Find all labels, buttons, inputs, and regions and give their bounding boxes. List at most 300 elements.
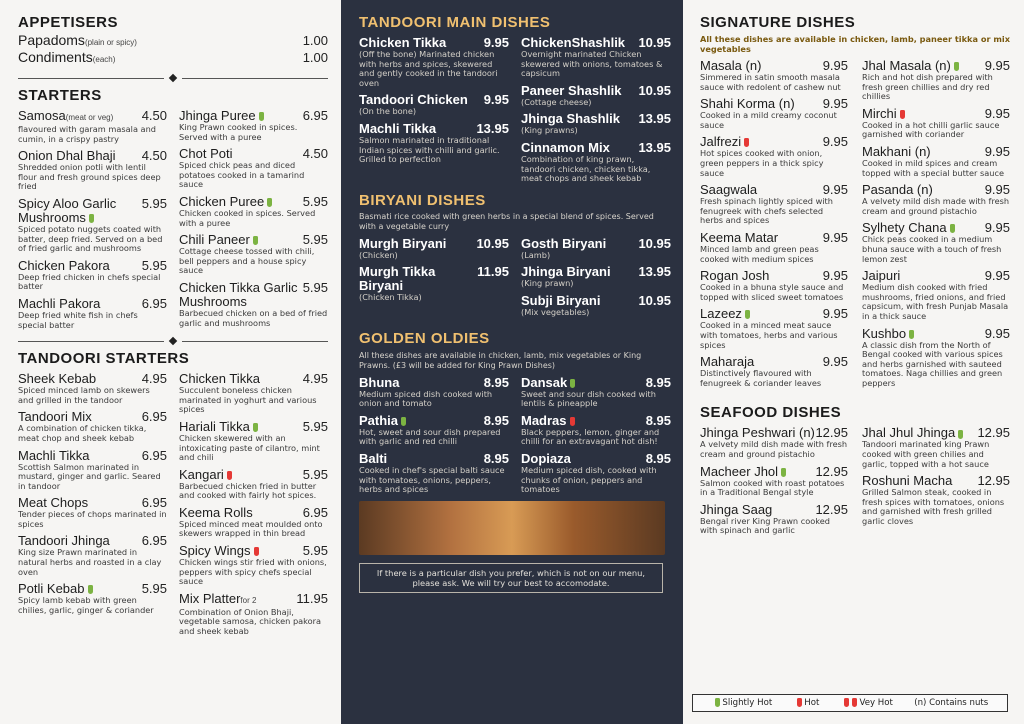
menu-item-name: [18, 259, 110, 273]
menu-item-description: Cooked in mild spices and cream topped with a special butter sauce: [862, 157, 1005, 178]
menu-item-price: 9.95: [822, 306, 848, 322]
menu-item-name-text: ChickenShashlik: [521, 35, 626, 50]
menu-item-line: [359, 414, 509, 428]
green-chili-icon: [89, 214, 94, 223]
menu-item-price: 11.95: [477, 264, 509, 280]
menu-item-line: [18, 149, 167, 163]
legend-nuts: (n) Contains nuts: [914, 698, 989, 708]
menu-item-price: 10.95: [476, 235, 509, 251]
menu-item-line: [18, 449, 167, 463]
menu-item-line: [862, 327, 1010, 341]
menu-item-name-text: Samosa: [18, 108, 66, 123]
menu-item-description: Medium dish cooked with fried mushrooms, fried onions, and fried capsicum, with fresh Punjab Masala in a thick sauce: [862, 282, 1009, 321]
red-chili-icon: [844, 698, 849, 707]
menu-item-name-text: Tandoori Mix: [18, 409, 92, 425]
menu-item-price: 5.95: [302, 466, 328, 482]
red-chili-icon: [744, 138, 749, 147]
menu-item-name-text: Keema Matar: [700, 229, 779, 245]
menu-item-description: A velvety mild dish made with fresh cream and ground pistachio: [862, 196, 1010, 216]
menu-item: [359, 237, 509, 261]
menu-item-line: [700, 503, 848, 517]
menu-item: [179, 109, 328, 142]
menu-item-name: [179, 420, 258, 434]
menu-item-description: Cottage cheese tossed with chili, bell peppers and a house spicy sauce: [179, 246, 315, 276]
menu-item-line: [359, 265, 509, 293]
menu-item-price: 12.95: [815, 501, 848, 517]
red-chili-icon: [852, 698, 857, 707]
menu-item-line: [521, 414, 671, 428]
menu-item-name: [700, 465, 786, 479]
menu-item-description: A combination of chicken tikka, meat chop and sheek kebab: [18, 423, 147, 443]
red-chili-icon: [570, 417, 575, 426]
menu-item-name-text: Kangari: [179, 466, 224, 482]
green-chili-icon: [570, 379, 575, 388]
menu-item: [521, 265, 671, 289]
menu-item-price: 12.95: [977, 425, 1010, 441]
menu-item-name-text: Jaipuri: [862, 268, 901, 284]
menu-item-name: [862, 59, 959, 73]
menu-item-description: Chicken cooked in spices. Served with a puree: [179, 207, 316, 228]
menu-item: [179, 233, 328, 276]
menu-item-name: [521, 414, 575, 428]
menu-item-name: [521, 237, 606, 251]
menu-item-line: [359, 237, 509, 251]
menu-item-name-text: Chicken Tikka: [179, 371, 260, 387]
menu-item-line: [359, 93, 509, 107]
menu-item: [18, 197, 167, 254]
menu-item-description: Distinctively flavoured with fenugreek & coriander leaves: [700, 368, 822, 388]
menu-item-description: (Lamb): [521, 249, 551, 260]
menu-item-line: [700, 59, 848, 73]
menu-item-description: Deep fried chicken in chefs special batter: [18, 271, 161, 292]
menu-item-line: [521, 265, 671, 279]
menu-item-name: [521, 294, 600, 308]
green-chili-icon: [909, 330, 914, 339]
menu-item-description: Spiced potato nuggets coated with batter, deep fried. Served on a bed of fried garlic and mushrooms: [18, 223, 163, 254]
menu-item-price: 9.95: [822, 229, 848, 245]
menu-item: [521, 414, 671, 447]
menu-item-description: (King prawns): [521, 125, 578, 136]
menu-item: [18, 534, 167, 577]
menu-item-price: 9.95: [984, 105, 1010, 121]
green-chili-icon: [958, 430, 963, 439]
menu-item-line: [521, 237, 671, 251]
seafood-list: [700, 421, 1024, 536]
menu-item: [18, 259, 167, 292]
menu-item-price: 8.95: [483, 374, 509, 390]
menu-item: [862, 426, 1010, 469]
menu-item-description: Sweet and sour dish cooked with lentils & pineapple: [521, 388, 656, 409]
menu-item-name: [179, 233, 258, 247]
menu-item-name-text: Lazeez: [700, 306, 742, 322]
menu-item-name: [18, 297, 100, 311]
menu-item-description: Cooked in a bhuna style sauce and topped with sliced sweet tomatoes: [700, 282, 844, 302]
menu-item: [18, 449, 167, 492]
menu-item-price: 10.95: [638, 82, 671, 98]
signature-note: All these dishes are available in chicken, lamb, paneer tikka or mix vegetables: [700, 34, 1010, 54]
menu-item-line: [521, 141, 671, 155]
menu-item-price: 12.95: [815, 425, 848, 441]
menu-item: [700, 426, 848, 459]
menu-item-description: Spiced chick peas and diced potatoes cooked in a tamarind sauce: [179, 160, 305, 190]
menu-item-price: 6.95: [141, 447, 167, 463]
menu-item: [179, 468, 328, 501]
menu-item-name-text: Machli Pakora: [18, 295, 101, 311]
menu-item-name-text: Dopiaza: [521, 450, 571, 466]
menu-item-line: [700, 135, 848, 149]
appetiser-price: 1.00: [302, 50, 328, 65]
appetiser-name: [18, 50, 115, 67]
menu-item-price: 4.50: [302, 146, 328, 162]
menu-item-name: [862, 145, 931, 159]
menu-item-name-text: Tandoori Chicken: [359, 92, 468, 108]
menu-item-price: 5.95: [302, 279, 328, 295]
menu-item-name: [18, 496, 88, 510]
menu-item-name-text: Madras: [521, 412, 567, 428]
menu-item-description: Hot spices cooked with onion, green peppers in a thick spicy sauce: [700, 148, 824, 178]
menu-item-name: [18, 372, 96, 386]
menu-item-name-text: Machli Tikka: [359, 120, 437, 136]
menu-item: [700, 307, 848, 350]
menu-item-line: [521, 452, 671, 466]
menu-item-price: 13.95: [638, 264, 671, 280]
menu-column-middle: [341, 0, 683, 724]
menu-item-name-text: Makhani (n): [862, 143, 931, 159]
menu-item-description: Barbecued chicken on a bed of fried garlic and mushrooms: [179, 307, 328, 328]
menu-item-name: [179, 372, 260, 386]
menu-item-description: flavoured with garam masala and cumin, in a crispy pastry: [18, 124, 156, 144]
menu-item-line: [862, 59, 1010, 73]
menu-item-description: Chicken skewered with an intoxicating paste of cilantro, mint and chili: [179, 432, 320, 463]
menu-item-name: [359, 93, 468, 107]
menu-item-line: [179, 195, 328, 209]
menu-item-description: (King prawn): [521, 278, 574, 289]
menu-item-description: Hot, sweet and sour dish prepared with garlic and red chilli: [359, 426, 501, 447]
menu-item: [700, 269, 848, 302]
menu-item-name-text: Chot Poti: [179, 146, 233, 162]
menu-item-description: King Prawn cooked in spices. Served with a puree: [179, 122, 298, 142]
signature-list: [700, 54, 1024, 388]
menu-item-line: [359, 376, 509, 390]
menu-item-name-text: Keema Rolls: [179, 504, 253, 520]
menu-item-line: [179, 147, 328, 161]
menu-item: [700, 183, 848, 226]
menu-item-name: [18, 197, 142, 225]
menu-item-name: [359, 36, 446, 50]
menu-item-name: [700, 183, 757, 197]
menu-item-line: [179, 372, 328, 386]
menu-item-description: A velvety mild dish made with fresh cream and ground pistachio: [700, 439, 848, 460]
menu-item-description: Tandoori marinated king Prawn cooked with green chilies and garlic, topped with a hot sauce: [862, 439, 990, 469]
menu-item-price: 5.95: [141, 257, 167, 273]
menu-item-description: Grilled Salmon steak, cooked in fresh spices with tomatoes, onions and garnished with fresh grilled garlic cloves: [862, 487, 1005, 527]
menu-item-name-text: Murgh Tikka Biryani: [359, 264, 436, 294]
menu-item-price: 5.95: [141, 581, 167, 597]
legend-hot: Hot: [794, 698, 820, 708]
menu-item-name: [700, 307, 750, 321]
menu-item: [700, 231, 848, 264]
menu-item-name: [700, 355, 754, 369]
menu-item-description: Spicy lamb kebab with green chilies, garlic, ginger & coriander: [18, 595, 154, 615]
biryani-list: [359, 232, 683, 318]
menu-item-name: [862, 183, 933, 197]
menu-item-price: 9.95: [822, 58, 848, 73]
menu-item-name: [18, 410, 92, 424]
menu-item: [179, 506, 328, 539]
menu-item-description: Bengal river King Prawn cooked with spinach and garlic: [700, 515, 830, 536]
menu-item-line: [18, 496, 167, 510]
menu-item-price: 13.95: [638, 111, 671, 127]
menu-item-description: Medium spiced dish cooked with onion and tomato: [359, 388, 493, 409]
menu-item: [18, 496, 167, 529]
menu-item-note: for 2: [240, 595, 257, 605]
menu-item-name-text: Chicken Tikka: [359, 35, 447, 50]
appetiser-note: (each): [92, 55, 116, 64]
menu-item-price: 9.95: [483, 92, 509, 108]
menu-item-price: 4.95: [141, 371, 167, 387]
menu-item-line: [700, 183, 848, 197]
menu-item-name: [18, 449, 90, 463]
menu-item-line: [700, 307, 848, 321]
menu-item-price: 8.95: [645, 412, 671, 428]
menu-item-line: [179, 592, 328, 608]
appetiser-name: [18, 33, 137, 50]
menu-item-description: Tender pieces of chops marinated in spices: [18, 509, 167, 529]
golden-list: [359, 371, 683, 495]
menu-item-price: 10.95: [638, 35, 671, 50]
menu-item-name: [521, 376, 575, 390]
menu-item-line: [18, 410, 167, 424]
menu-item-description: Barbecued chicken fried in butter and cooked with fairly hot spices.: [179, 480, 317, 501]
menu-item-price: 5.95: [302, 193, 328, 209]
menu-item-price: 9.95: [822, 96, 848, 112]
menu-item-name-text: Gosth Biryani: [521, 235, 607, 251]
menu-item: [521, 376, 671, 409]
menu-item-description: Simmered in satin smooth masala sauce with redolent of cashew nut: [700, 72, 841, 92]
menu-item-name-text: Kushbo: [862, 325, 907, 341]
menu-item-description: A classic dish from the North of Bengal cooked with various spices and herbs garnished with sauteed tomatoes. Naga chillies and green peppers: [862, 339, 1003, 388]
menu-item-name: [521, 36, 625, 50]
section-title-tandoori-main: TANDOORI MAIN DISHES: [359, 14, 551, 31]
menu-item-name-text: Jalfrezi: [700, 134, 742, 150]
menu-item-name: [862, 426, 963, 440]
menu-item-price: 8.95: [645, 374, 671, 390]
menu-item: [359, 414, 509, 447]
appetiser-name-text: Condiments: [18, 49, 93, 65]
menu-item-name: [179, 281, 303, 309]
menu-item-description: Cooked in a minced meat sauce with tomatoes, herbs and various spices: [700, 320, 838, 350]
menu-item: [521, 294, 671, 318]
menu-item-description: Spiced minced lamb on skewers and grilled in the tandoor: [18, 385, 150, 405]
menu-item-name: [359, 122, 436, 136]
menu-item-description: (On the bone): [359, 106, 417, 117]
menu-item-name: [179, 506, 253, 520]
menu-item-line: [179, 233, 328, 247]
menu-item-price: 9.95: [984, 268, 1010, 284]
menu-item-name: [862, 221, 955, 235]
menu-item: [862, 269, 1010, 321]
menu-item-price: 9.95: [984, 143, 1010, 159]
menu-item-price: 5.95: [302, 418, 328, 434]
menu-item-price: 5.95: [302, 543, 328, 559]
menu-item-line: [179, 281, 328, 309]
menu-item: [18, 149, 167, 192]
menu-item: [862, 183, 1010, 216]
menu-item-line: [359, 122, 509, 136]
menu-item-description: (Chicken): [359, 249, 398, 260]
appetiser-name-text: Papadoms: [18, 32, 85, 48]
menu-item-line: [862, 145, 1010, 159]
menu-item-price: 10.95: [638, 292, 671, 308]
menu-item-name: [521, 452, 571, 466]
menu-item-price: 4.50: [141, 148, 167, 164]
menu-item-name-text: Spicy Wings: [179, 543, 251, 559]
appetiser-row: [18, 50, 328, 67]
menu-item-description: (Mix vegetables): [521, 306, 590, 317]
menu-item-price: 9.95: [984, 220, 1010, 236]
menu-item-line: [521, 84, 671, 98]
menu-item-price: 9.95: [984, 325, 1010, 341]
menu-item-name-text: Pasanda (n): [862, 182, 933, 198]
menu-item-line: [862, 474, 1010, 488]
menu-item-name: [18, 149, 116, 163]
green-chili-icon: [954, 62, 959, 71]
appetiser-list: [18, 31, 340, 67]
menu-item-line: [359, 36, 509, 50]
menu-item-price: 4.50: [141, 108, 167, 123]
menu-item-price: 10.95: [638, 235, 671, 251]
menu-item-name-text: Subji Biryani: [521, 292, 601, 308]
green-chili-icon: [253, 236, 258, 245]
menu-item-line: [700, 269, 848, 283]
legend-slightly-hot: Slightly Hot: [712, 698, 773, 708]
menu-item-name-text: Bhuna: [359, 374, 400, 390]
menu-item-description: Cooked in a mild creamy coconut sauce: [700, 110, 837, 130]
menu-item: [521, 84, 671, 108]
menu-item-price: 9.95: [822, 134, 848, 150]
menu-item-name-text: Macheer Jhol: [700, 463, 779, 479]
menu-item-name: [359, 376, 399, 390]
menu-item-description: Scottish Salmon marinated in mustard, ginger and garlic. Seared in tandoor: [18, 461, 161, 491]
menu-item-line: [700, 465, 848, 479]
menu-item-line: [18, 197, 167, 225]
menu-item: [18, 109, 167, 144]
menu-item-price: 9.95: [984, 182, 1010, 198]
menu-item-price: 6.95: [141, 295, 167, 311]
menu-item-name-text: Paneer Shashlik: [521, 82, 622, 98]
legend-very-hot: Vey Hot: [841, 698, 893, 708]
menu-item: [862, 107, 1010, 140]
menu-item-line: [179, 109, 328, 123]
golden-intro: All these dishes are available in chicken, lamb, mix vegetables or King Prawns. (£3 will be added for King Prawn Dishes): [359, 350, 642, 370]
menu-item-price: 8.95: [483, 450, 509, 466]
menu-item: [18, 582, 167, 615]
menu-item-name: [862, 327, 914, 341]
menu-item-name: [179, 109, 264, 123]
menu-item-name: [700, 269, 769, 283]
menu-item-description: Succulent boneless chicken marinated in yoghurt and various spices: [179, 385, 317, 415]
menu-item-description: Minced lamb and green peas cooked with medium spices: [700, 243, 819, 264]
menu-column-right: [684, 0, 1024, 724]
menu-item-name-text: Jhinga Biryani: [521, 264, 611, 280]
menu-item-price: 9.95: [822, 354, 848, 370]
menu-item-name-text: Hariali Tikka: [179, 418, 250, 434]
menu-item: [359, 122, 509, 165]
divider: [18, 338, 328, 344]
menu-item-line: [700, 97, 848, 111]
menu-item-line: [862, 107, 1010, 121]
menu-item-description: Salmon cooked with roast potatoes in a Traditional Bengal style: [700, 477, 845, 498]
menu-item-name: [700, 59, 761, 73]
menu-item-name-text: Meat Chops: [18, 495, 89, 511]
tandoori-starters-list: [18, 367, 340, 637]
appetiser-price: 1.00: [302, 33, 328, 48]
menu-item: [359, 36, 509, 88]
menu-item: [862, 145, 1010, 178]
menu-item: [862, 474, 1010, 526]
menu-item-description: Shredded onion potli with lentil flour and fresh ground spices deep fried: [18, 162, 161, 192]
menu-item: [179, 420, 328, 463]
menu-item-description: Cooked in chef's special balti sauce with tomatoes, onions, peppers, herbs and spices: [359, 464, 505, 495]
menu-item-name-text: Chili Paneer: [179, 232, 250, 248]
menu-item: [700, 355, 848, 388]
menu-item-line: [700, 231, 848, 245]
menu-item-name: [359, 452, 387, 466]
menu-item-name: [179, 592, 256, 608]
red-chili-icon: [254, 547, 259, 556]
menu-item: [179, 281, 328, 328]
menu-item-line: [521, 112, 671, 126]
menu-item-price: 12.95: [815, 463, 848, 479]
menu-item-line: [521, 36, 671, 50]
menu-item-name-text: Rogan Josh: [700, 268, 770, 284]
menu-item-price: 6.95: [302, 504, 328, 520]
menu-item-note: (meat or veg): [65, 113, 114, 122]
menu-item-name-text: Mirchi: [862, 105, 897, 121]
green-chili-icon: [745, 310, 750, 319]
menu-item-description: King size Prawn marinated in natural herbs and roasted in a clay oven: [18, 547, 162, 577]
menu-item-name-text: Murgh Biryani: [359, 235, 447, 251]
biryani-intro: Basmati rice cooked with green herbs in a special blend of spices. Served with a vegetable curry: [359, 211, 654, 231]
appetiser-note: (plain or spicy): [84, 38, 137, 47]
menu-item-price: 9.95: [984, 58, 1010, 73]
starters-list: [18, 104, 340, 330]
menu-item: [700, 465, 848, 498]
menu-item-name: [179, 147, 232, 161]
green-chili-icon: [259, 112, 264, 121]
menu-item-name-text: Onion Dhal Bhaji: [18, 148, 116, 164]
menu-item-description: (Cottage cheese): [521, 96, 592, 107]
menu-item-name-text: Sylhety Chana: [862, 220, 947, 236]
menu-item-line: [18, 109, 167, 125]
menu-item-line: [179, 506, 328, 520]
menu-item-name-text: Masala (n): [700, 58, 762, 73]
menu-item: [521, 452, 671, 495]
section-title-starters: STARTERS: [18, 87, 102, 104]
menu-item-line: [18, 372, 167, 386]
menu-item-price: 6.95: [141, 409, 167, 425]
menu-item-line: [359, 452, 509, 466]
menu-item: [18, 372, 167, 405]
menu-item-line: [179, 468, 328, 482]
menu-item-description: Chick peas cooked in a medium bhuna sauce with a touch of fresh lemon zest: [862, 234, 1002, 264]
menu-item-description: Cooked in a hot chilli garlic sauce garnished with coriander: [862, 119, 1000, 140]
menu-item-price: 8.95: [645, 450, 671, 466]
menu-item-name: [359, 237, 446, 251]
menu-item: [18, 297, 167, 330]
section-title-tandoori-starters: TANDOORI STARTERS: [18, 350, 190, 368]
green-chili-icon: [88, 585, 93, 594]
